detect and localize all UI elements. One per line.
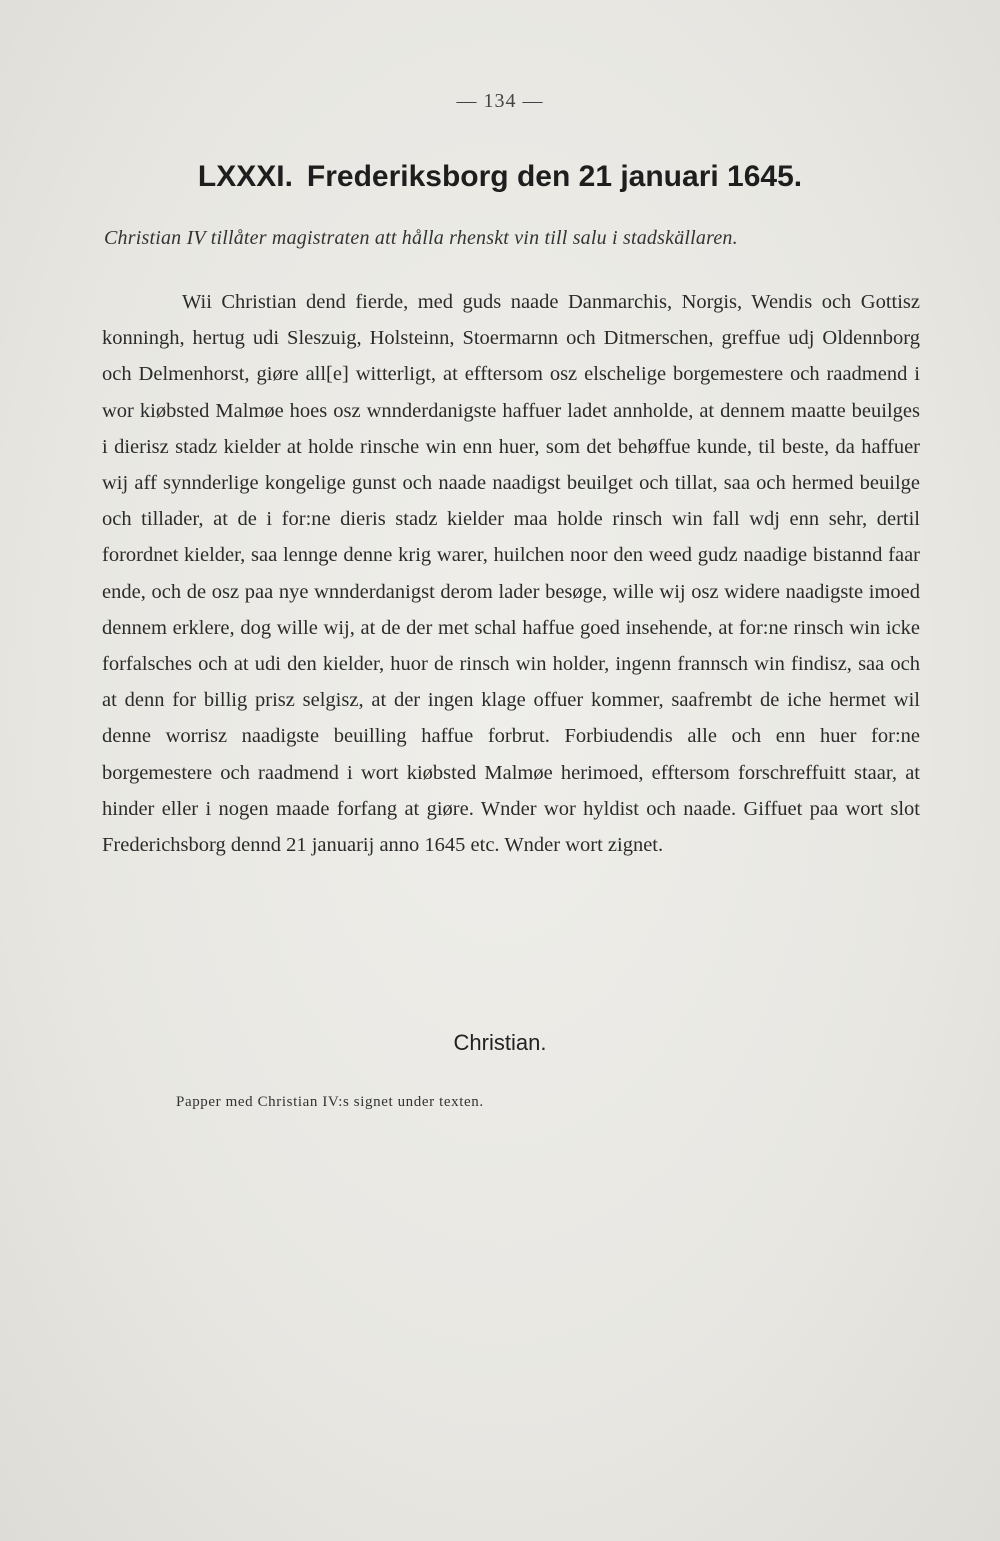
letter-heading <box>0 160 1000 194</box>
letter-summary: Christian IV tillåter magistraten att hålla rhenskt vin till salu i stadskällaren. <box>104 227 738 249</box>
letter-title: Frederiksborg den 21 januari 1645. <box>306 160 803 193</box>
letter-number: LXXXI. <box>197 160 293 193</box>
letter-body: Wii Christian dend fierde, med guds naade Danmarchis, Norgis, Wendis och Gottisz konningh, hertug udi Sleszuig, Holsteinn, Stoermarnn och Ditmerschen, greffue udj Oldennborg och Delmenhorst, giøre all[e] witterligt, at efftersom osz elschelige borgemestere och raadmend i wor kiøbsted Malmøe hoes osz wnnderdanigste haffuer ladet annholde, at dennem maatte beuilges i dierisz stadz kielder at holde rinsche win enn huer, som det behøffue kunde, til beste, da haffuer wij aff synnderlige kongelige gunst och naade naadigst beuilget och tillat, saa och hermed beuilge och tillader, at de i for:ne dieris stadz kielder maa holde rinsch win fall wdj enn sehr, dertil forordnet kielder, saa lennge denne krig warer, huilchen noor den weed gudz naadige bistannd faar ende, och de osz paa nye wnnderdanigst derom lader besøge, wille wij osz widere naadigste imoed dennem erklere, dog wille wij, at de der met schal haffue goed insehende, at for:ne rinsch win icke forfalsches och at udi den kielder, huor de rinsch win holder, ingenn frannsch win findisz, saa och at denn for billig prisz selgisz, at der ingen klage offuer kommer, saafrembt de iche hermet wil denne worrisz naadigste beuilling haffue forbrut. Forbiudendis alle och enn huer for:ne borgemestere och raadmend i wort kiøbsted Malmøe herimoed, efftersom forschreffuitt staar, at hinder eller i nogen maade forfang at giøre. Wnder wor hyldist och naade. Giffuet paa wort slot Frederichsborg dennd 21 januarij anno 1645 etc. Wnder wort zignet. <box>102 291 920 857</box>
letter-signature: Christian. <box>453 1030 547 1055</box>
source-note: Papper med Christian IV:s signet under texten. <box>176 1094 484 1110</box>
page-number: — 134 — <box>456 90 544 112</box>
